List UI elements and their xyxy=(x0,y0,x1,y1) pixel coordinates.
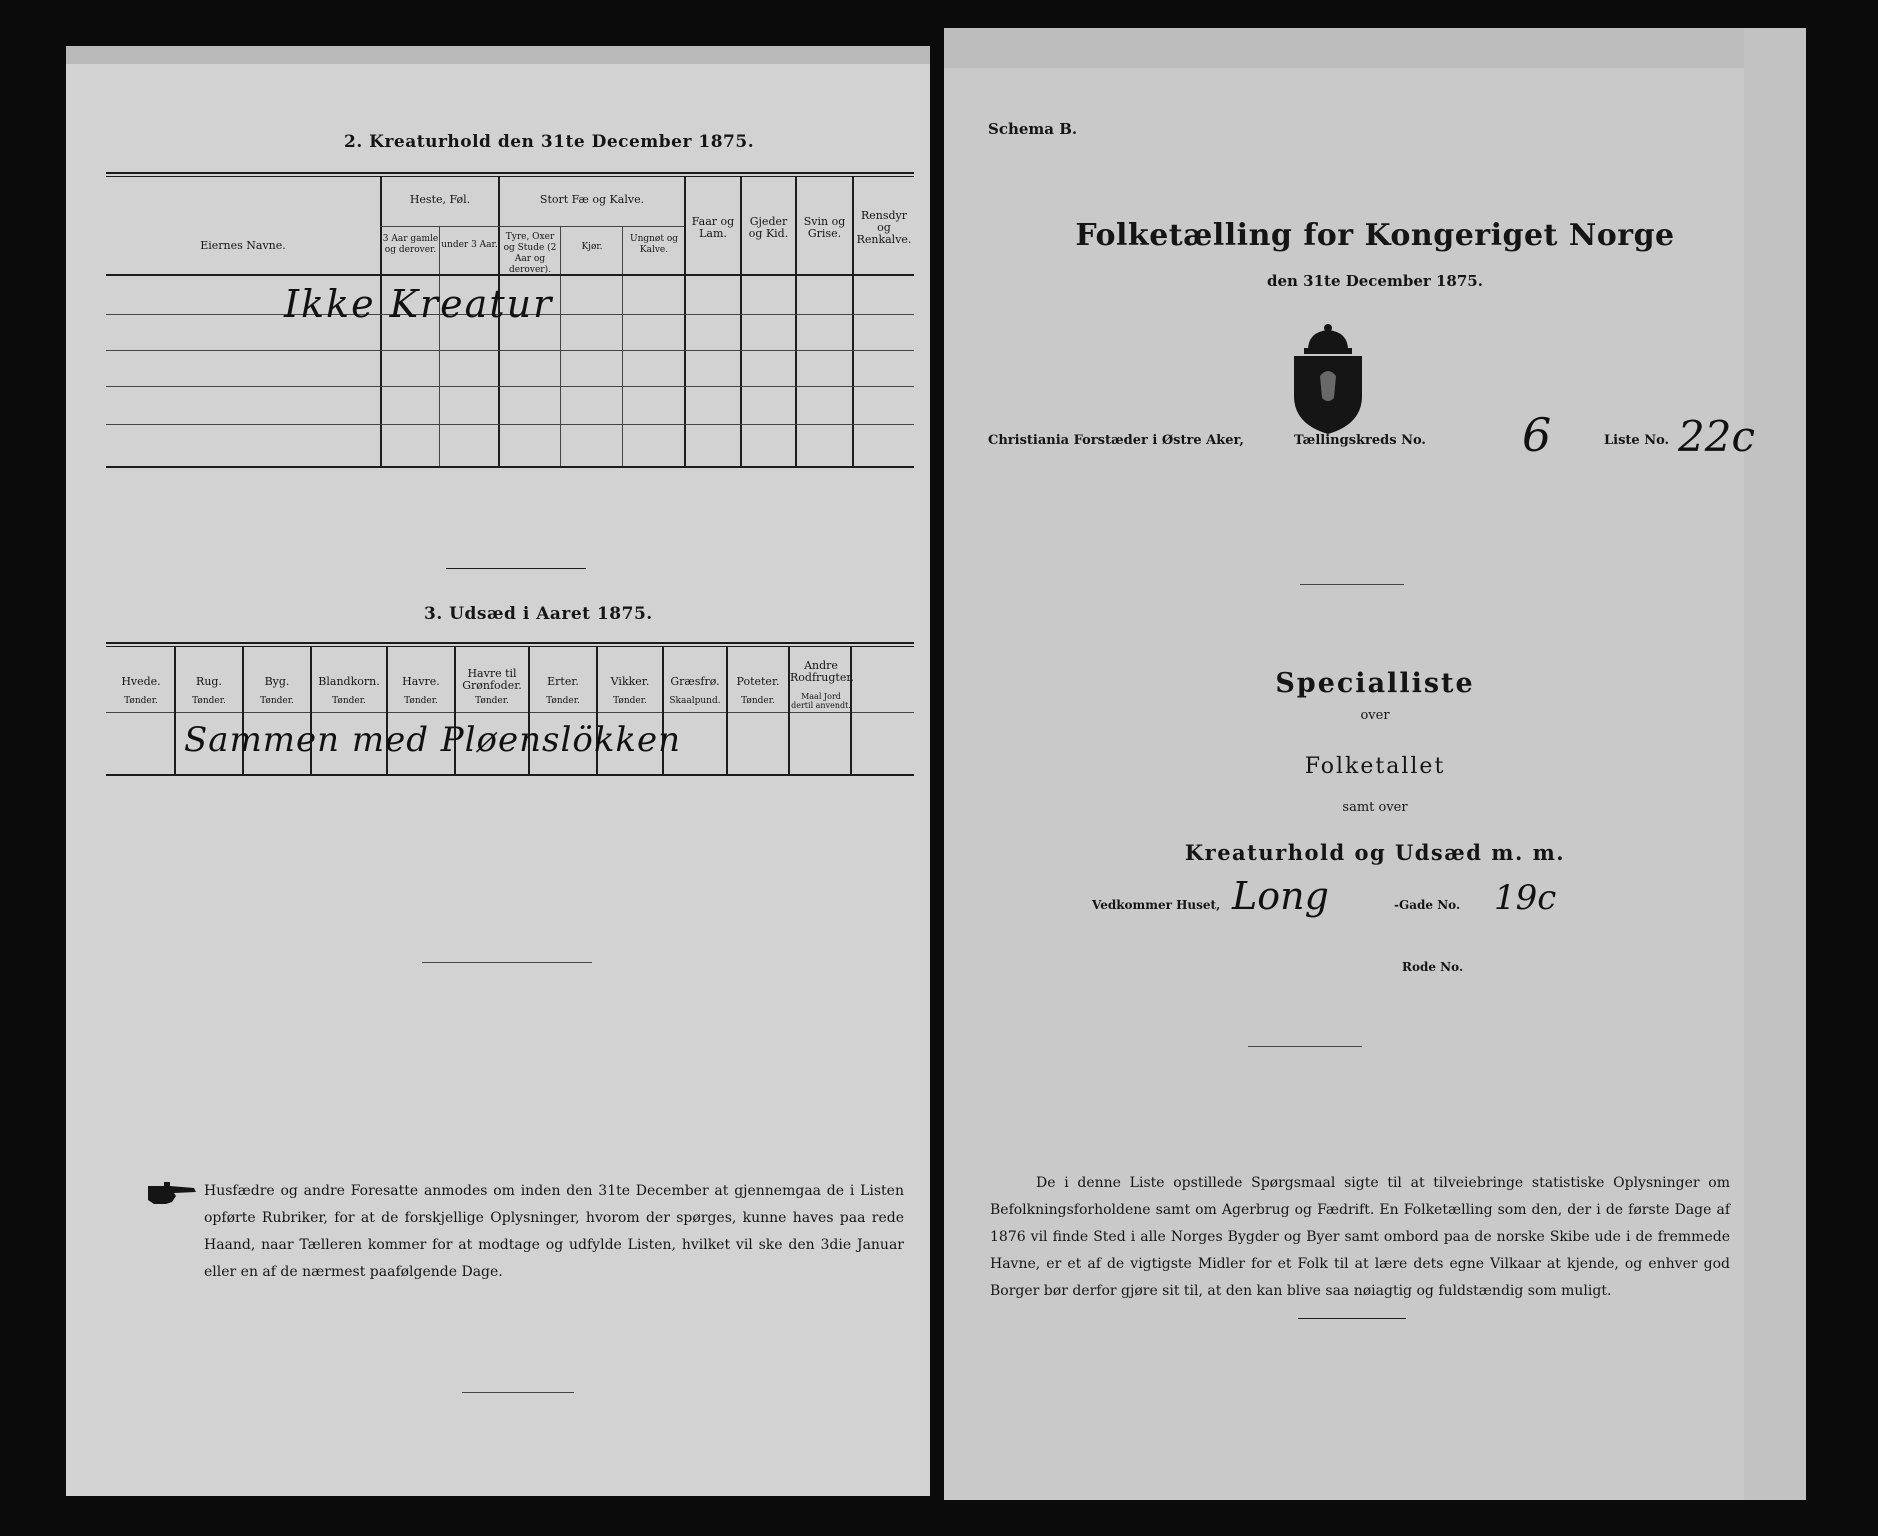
divider xyxy=(106,642,914,644)
col-storfe-c-header: Ungnøt og Kalve. xyxy=(629,234,678,255)
udsaed-col-byg: Byg. xyxy=(264,675,290,688)
handwritten-entry-kreatur: Ikke Kreatur xyxy=(284,282,554,326)
divider xyxy=(1300,584,1404,585)
udsaed-col-erter: Erter. xyxy=(547,675,579,688)
divider xyxy=(380,226,684,227)
divider xyxy=(462,1392,574,1393)
udsaed-col-hvede: Hvede. xyxy=(121,675,161,688)
udsaed-unit-vikker: Tønder. xyxy=(613,696,647,706)
col-gjeder-header: Gjeder og Kid. xyxy=(748,215,789,240)
udsaed-unit-havre-gronfoder: Tønder. xyxy=(475,696,509,706)
col-heste-a-header: 3 Aar gamle og derover. xyxy=(382,234,439,255)
district-label: Christiania Forstæder i Østre Aker, xyxy=(988,433,1244,448)
divider xyxy=(106,172,914,174)
col-storfe-a-header: Tyre, Oxer og Stude (2 Aar og derover). xyxy=(503,232,557,275)
footer-text: De i denne Liste opstillede Spørgsmaal sigte til at tilveiebringe statistiske Oplysninger om Befolkningsforholdene samt om Agerbrug og Fædrift. En Folketælling som den, der i de første Dage af 1876 vil finde Sted i alle Norges Bygder og Byer samt ombord paa de norske Skibe ude i de fremmede Havne, er et af de vigtigste Midler for et Folk til at lære dets egne Vilkaar at kjende, og enhver god Borger bør derfor gjøre sit til, at den kan blive saa nøiagtig og fuldstændig som muligt. xyxy=(990,1175,1730,1299)
col-storfe-header: Stort Fæ og Kalve. xyxy=(539,193,645,206)
vedkommer-value: Long xyxy=(1232,874,1329,918)
left-page xyxy=(66,46,930,1496)
samt-over-label: samt over xyxy=(1342,800,1408,815)
divider xyxy=(106,176,914,177)
gade-value: 19c xyxy=(1494,878,1557,918)
divider xyxy=(439,226,440,466)
udsaed-unit-rug: Tønder. xyxy=(192,696,226,706)
divider xyxy=(1248,1046,1362,1047)
over-label: over xyxy=(1360,708,1390,723)
divider xyxy=(622,226,623,466)
divider xyxy=(174,646,176,774)
udsaed-unit-andre: Maal Jord dertil anvendt. xyxy=(791,692,851,710)
udsaed-col-poteter: Poteter. xyxy=(736,675,780,688)
udsaed-col-havre-gronfoder: Havre til Grønfoder. xyxy=(462,667,522,692)
section2-title: 2. Kreaturhold den 31te December 1875. xyxy=(344,132,755,152)
divider xyxy=(106,646,914,647)
udsaed-unit-poteter: Tønder. xyxy=(741,696,775,706)
divider xyxy=(726,646,728,774)
udsaed-col-graesfro: Græsfrø. xyxy=(670,675,720,688)
divider xyxy=(106,774,914,776)
udsaed-col-rug: Rug. xyxy=(196,675,222,688)
divider xyxy=(106,712,914,713)
main-title: Folketælling for Kongeriget Norge xyxy=(1075,218,1675,253)
gade-label: -Gade No. xyxy=(1394,898,1461,912)
divider xyxy=(560,226,561,466)
notice-text: Husfædre og andre Foresatte anmodes om inden den 31te December at gjennemgaa de i Listen opførte Rubriker, for at de forskjellige Oplysninger, hvorom der spørges, kunne haves paa rede Haand, naar Tælleren kommer for at modtage og udfylde Listen, hvilket vil ske den 3die Januar eller en af de nærmest paafølgende Dage. xyxy=(204,1183,904,1280)
vedkommer-label: Vedkommer Huset, xyxy=(1092,898,1221,912)
divider xyxy=(106,424,914,425)
page-edge-top xyxy=(944,28,1806,68)
udsaed-unit-graesfro: Skaalpund. xyxy=(669,696,721,706)
tellingskreds-label: Tællingskreds No. xyxy=(1294,433,1426,448)
divider xyxy=(106,386,914,387)
col-heste-header: Heste, Føl. xyxy=(409,193,471,206)
right-page xyxy=(944,28,1806,1500)
udsaed-unit-erter: Tønder. xyxy=(546,696,580,706)
divider xyxy=(422,962,592,963)
divider xyxy=(446,568,586,569)
udsaed-col-andre: Andre Rodfrugter. xyxy=(790,659,854,684)
coat-of-arms-icon xyxy=(1284,324,1372,436)
col-heste-b-header: under 3 Aar. xyxy=(441,240,498,250)
folketallet-label: Folketallet xyxy=(1304,754,1446,779)
udsaed-col-blandkorn: Blandkorn. xyxy=(318,675,380,688)
col-svin-header: Svin og Grise. xyxy=(803,215,846,240)
udsaed-unit-blandkorn: Tønder. xyxy=(332,696,366,706)
title-date: den 31te December 1875. xyxy=(1267,272,1483,290)
section3-title: 3. Udsæd i Aaret 1875. xyxy=(424,604,653,624)
udsaed-unit-havre: Tønder. xyxy=(404,696,438,706)
col-rensdyr-header: Rensdyr og Renkalve. xyxy=(856,209,912,246)
schema-label: Schema B. xyxy=(988,120,1078,138)
udsaed-unit-hvede: Tønder. xyxy=(124,696,158,706)
handwritten-entry-udsaed: Sammen med Pløenslökken xyxy=(184,720,682,760)
specialliste-title: Specialliste xyxy=(1275,668,1475,699)
udsaed-col-havre: Havre. xyxy=(402,675,440,688)
col-owner-header: Eiernes Navne. xyxy=(200,239,286,252)
udsaed-unit-byg: Tønder. xyxy=(260,696,294,706)
divider xyxy=(106,350,914,351)
udsaed-col-vikker: Vikker. xyxy=(610,675,650,688)
col-faar-header: Faar og Lam. xyxy=(691,215,735,240)
divider xyxy=(1298,1318,1406,1319)
liste-label: Liste No. xyxy=(1604,433,1670,448)
divider xyxy=(106,466,914,468)
liste-value: 22c xyxy=(1678,412,1755,461)
rode-label: Rode No. xyxy=(1402,960,1464,974)
kreaturhold-title: Kreaturhold og Udsæd m. m. xyxy=(1184,840,1566,865)
tellingskreds-value: 6 xyxy=(1522,408,1552,462)
page-edge-top xyxy=(66,46,930,64)
col-storfe-b-header: Kjør. xyxy=(581,242,603,252)
pointing-hand-icon xyxy=(146,1180,198,1208)
